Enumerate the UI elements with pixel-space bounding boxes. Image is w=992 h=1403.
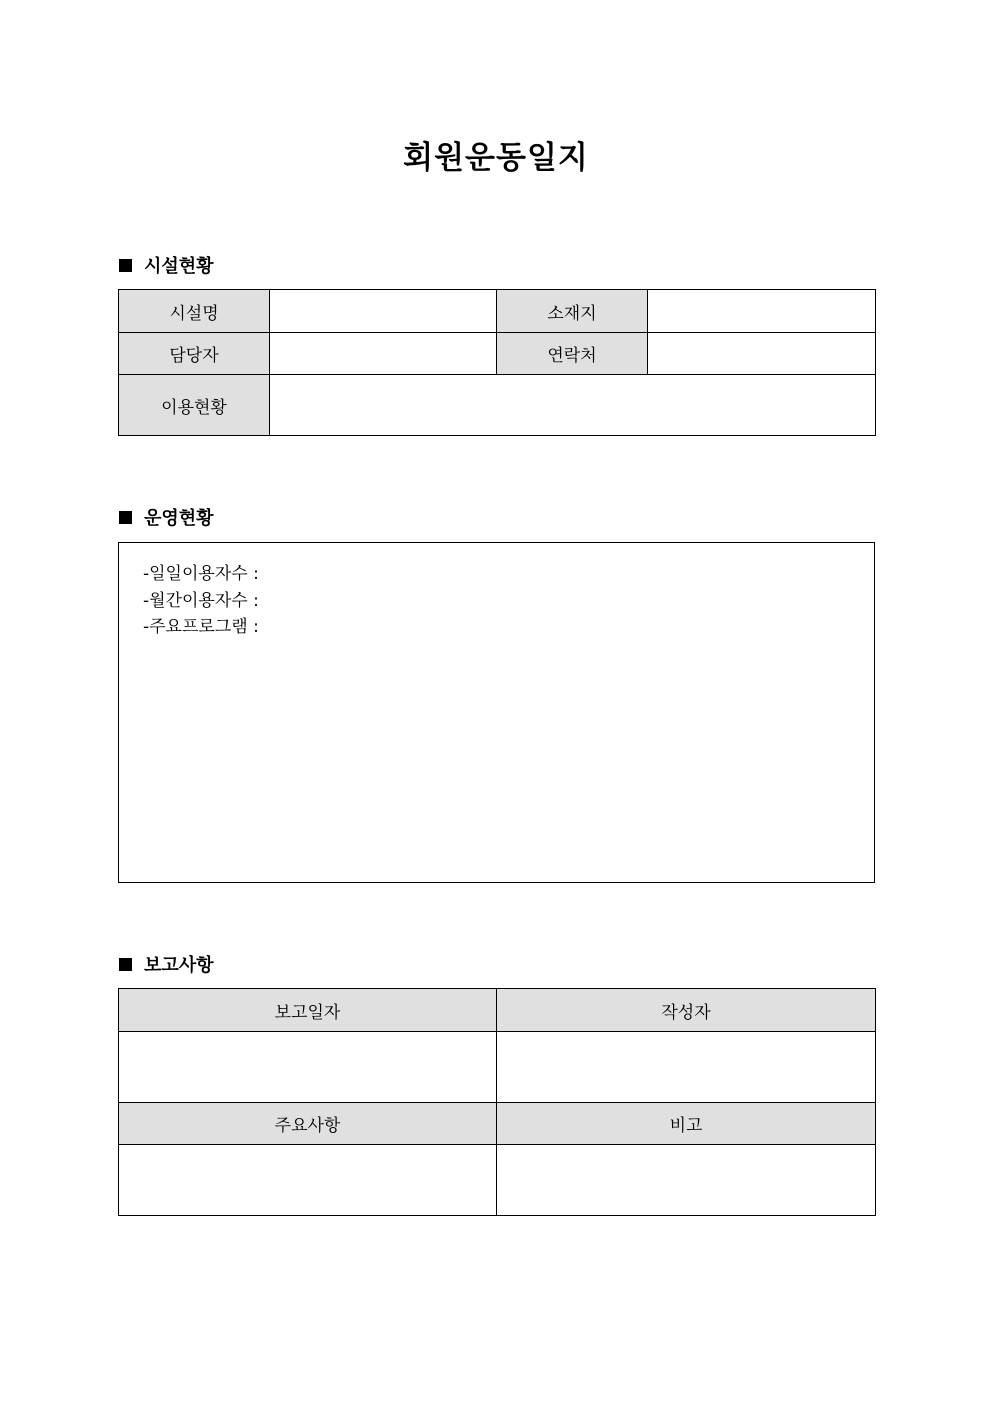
main-program-line: -주요프로그램 : [143,617,259,637]
document-title: 회원운동일지 [403,140,589,176]
report-heading-text: 보고사항 [144,955,214,976]
report-table [118,988,876,1216]
facility-heading-text: 시설현황 [144,256,214,277]
facility-location-cell[interactable] [648,290,876,333]
main-items-label: 주요사항 [119,1103,497,1145]
square-bullet-icon [119,259,132,272]
contact-label: 연락처 [497,333,648,375]
square-bullet-icon [119,958,132,971]
remarks-cell[interactable] [497,1145,876,1216]
report-section-heading [119,952,214,976]
manager-cell[interactable] [270,333,497,375]
report-date-cell[interactable] [119,1032,497,1103]
square-bullet-icon [119,511,132,524]
manager-label: 담당자 [119,333,270,375]
operation-box[interactable] [118,542,875,883]
operation-section-heading [119,505,214,529]
usage-status-label: 이용현황 [119,375,270,436]
main-items-cell[interactable] [119,1145,497,1216]
operation-lines [143,561,259,641]
daily-users-line: -일일이용자수 : [143,564,259,584]
author-cell[interactable] [497,1032,876,1103]
facility-name-label: 시설명 [119,290,270,333]
usage-status-cell[interactable] [270,375,876,436]
monthly-users-line: -월간이용자수 : [143,590,259,611]
contact-cell[interactable] [648,333,876,375]
operation-heading-text: 운영현황 [144,508,214,529]
facility-table [118,289,876,436]
report-date-label: 보고일자 [119,989,497,1032]
facility-name-cell[interactable] [270,290,497,333]
remarks-label: 비고 [497,1103,876,1145]
author-label: 작성자 [497,989,876,1032]
facility-location-label: 소재지 [497,290,648,333]
facility-section-heading [119,253,214,277]
